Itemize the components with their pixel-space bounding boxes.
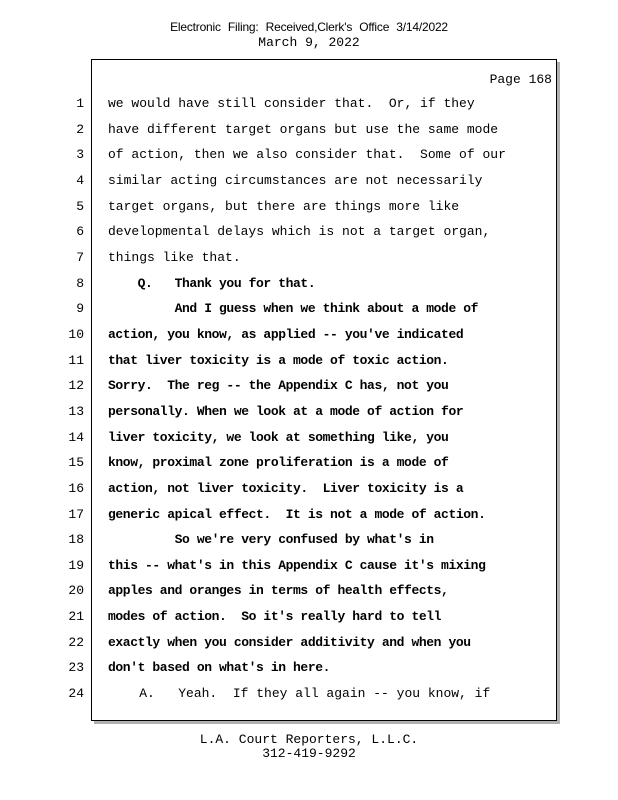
line-number: 15 (68, 455, 84, 471)
reporter-company: L.A. Court Reporters, L.L.C. (199, 732, 419, 747)
line-number: 14 (68, 429, 84, 445)
line-number: 1 (76, 96, 84, 111)
line-number: 24 (68, 686, 84, 702)
line-number: 22 (68, 634, 84, 650)
transcript-line: exactly when you consider additivity and when you (108, 634, 471, 650)
line-number-column (40, 91, 84, 707)
transcript-line: action, you know, as applied -- you've indicated (108, 326, 464, 342)
transcript-line: know, proximal zone proliferation is a mode of (108, 455, 449, 471)
transcript-line: have different target organs but use the same mode (108, 121, 499, 137)
reporter-phone: 312-419-9292 (262, 746, 356, 761)
line-number: 13 (68, 403, 84, 419)
transcript-line: personally. When we look at a mode of action for (108, 403, 464, 419)
transcript-line: of action, then we also consider that. Some of our (108, 147, 506, 163)
line-number: 20 (68, 583, 84, 599)
line-number: 4 (76, 172, 84, 188)
filing-stamp: Electronic Filing: Received,Clerk's Office 3/14/2022 (170, 20, 448, 34)
transcript-line: target organs, but there are things more like (108, 198, 460, 214)
transcript-line: Sorry. The reg -- the Appendix C has, not you (108, 378, 449, 394)
transcript-line: developmental delays which is not a target organ, (108, 224, 491, 240)
transcript-line: Q. Thank you for that. (108, 275, 316, 291)
transcript-line: don't based on what's in here. (108, 660, 331, 676)
line-number: 2 (76, 121, 84, 137)
transcript-line: apples and oranges in terms of health effects, (108, 583, 449, 599)
line-number: 18 (68, 532, 84, 548)
transcript-line: A. Yeah. If they all again -- you know, if (108, 686, 491, 702)
page-number: Page 168 (489, 72, 552, 87)
transcript-line: action, not liver toxicity. Liver toxicity is a (108, 480, 464, 496)
transcript-line: things like that. (108, 249, 241, 265)
line-number: 19 (68, 557, 84, 573)
line-number: 23 (68, 660, 84, 676)
line-number: 11 (68, 352, 84, 368)
transcript-text (108, 91, 548, 707)
line-number: 10 (68, 326, 84, 342)
line-number: 21 (68, 609, 84, 625)
transcript-line: this -- what's in this Appendix C cause it's mixing (108, 557, 486, 573)
line-number: 6 (76, 224, 84, 240)
line-number: 7 (76, 249, 84, 265)
line-number: 3 (76, 147, 84, 163)
line-number: 16 (68, 480, 84, 496)
transcript-line: liver toxicity, we look at something like, you (108, 429, 449, 445)
transcript-line: that liver toxicity is a mode of toxic action. (108, 352, 449, 368)
transcript-line: So we're very confused by what's in (108, 532, 434, 548)
transcript-line: And I guess when we think about a mode of (108, 301, 479, 317)
transcript-date: March 9, 2022 (258, 35, 360, 50)
transcript-line: similar acting circumstances are not necessarily (108, 172, 483, 188)
transcript-line: generic apical effect. It is not a mode of action. (108, 506, 486, 522)
footer (0, 733, 618, 761)
line-number: 12 (68, 378, 84, 394)
transcript-line: modes of action. So it's really hard to tell (108, 609, 442, 625)
transcript-line: we would have still consider that. Or, if they (108, 96, 475, 111)
line-number: 9 (76, 301, 84, 317)
line-number: 17 (68, 506, 84, 522)
line-number: 8 (76, 275, 84, 291)
line-number: 5 (76, 198, 84, 214)
